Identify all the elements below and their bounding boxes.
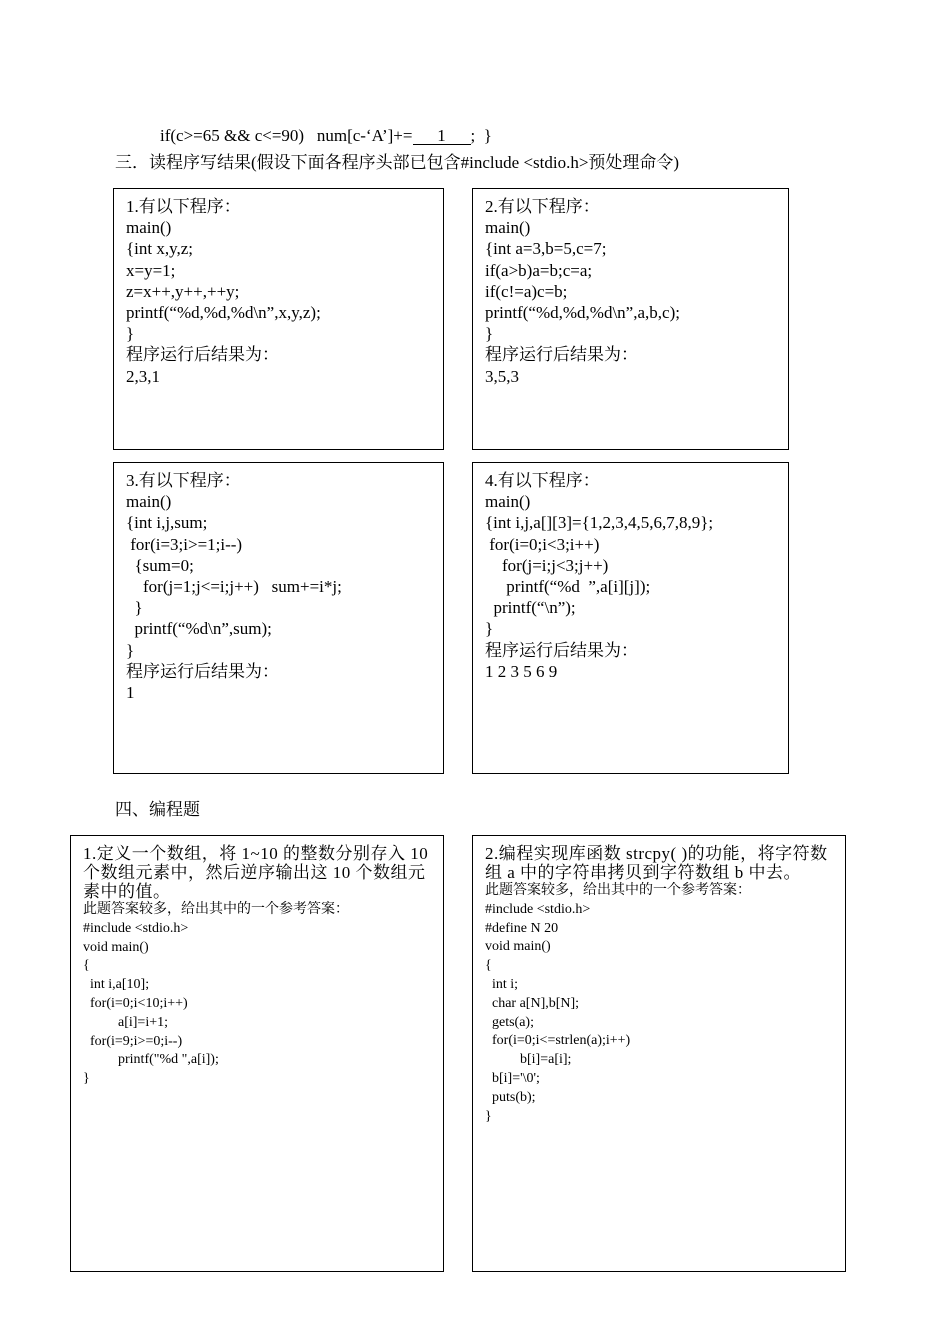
program-box-1: [113, 188, 444, 450]
program-line: printf(“%d ”,a[i][j]);: [485, 577, 651, 597]
code-fragment-before: if(c>=65 && c<=90) num[c-‘A’]+=: [160, 126, 413, 145]
program-line: }: [126, 640, 135, 660]
program-line: 3.有以下程序：: [126, 471, 241, 490]
program-line: main(): [126, 218, 172, 238]
coding-question: 2.编程实现库函数 strcpy( )的功能，将字符数组 a 中的字符串拷贝到字符数组 b 中去。: [485, 844, 828, 882]
result-label: 程序运行后结果为：: [485, 640, 638, 660]
program-line: {int i,j,sum;: [126, 513, 208, 533]
code-fragment-line: [160, 125, 492, 147]
result-label: 程序运行后结果为：: [126, 661, 279, 681]
code-line: }: [83, 1071, 90, 1087]
program-line: for(j=i;j<3;j++): [485, 555, 609, 575]
result-value: 3,5,3: [485, 366, 519, 386]
program-4-content: [485, 470, 780, 682]
program-line: 4.有以下程序：: [485, 471, 600, 490]
code-line: for(i=0;i<10;i++): [83, 995, 188, 1011]
program-line: printf(“%d\n”,sum);: [126, 619, 272, 639]
result-value: 1: [126, 683, 135, 703]
code-line: puts(b);: [485, 1089, 536, 1105]
program-line: for(j=1;j<=i;j++) sum+=i*j;: [126, 577, 342, 597]
program-3-content: [126, 470, 435, 703]
program-line: for(i=0;i<3;i++): [485, 534, 600, 554]
code-line: #include <stdio.h>: [83, 920, 189, 936]
code-line: a[i]=i+1;: [83, 1014, 168, 1030]
result-label: 程序运行后结果为：: [126, 345, 279, 365]
program-line: printf(“%d,%d,%d\n”,x,y,z);: [126, 303, 321, 323]
program-line: main(): [126, 492, 172, 512]
code-line: void main(): [83, 939, 149, 955]
code-line: int i,a[10];: [83, 977, 150, 993]
answer-note: 此题答案较多，给出其中的一个参考答案：: [485, 883, 751, 898]
program-line: {int i,j,a[][3]={1,2,3,4,5,6,7,8,9};: [485, 513, 714, 533]
section-4-title: 四、编程题: [115, 800, 200, 819]
result-value: 2,3,1: [126, 366, 160, 386]
program-line: }: [485, 324, 494, 344]
code-line: void main(): [485, 939, 551, 955]
coding-question: 1.定义一个数组，将 1~10 的整数分别存入 10 个数组元素中，然后逆序输出这 10 个数组元素中的值。: [83, 844, 429, 901]
answer-note: 此题答案较多，给出其中的一个参考答案：: [83, 902, 349, 917]
program-line: {int x,y,z;: [126, 239, 194, 259]
program-box-4: [472, 462, 789, 774]
result-label: 程序运行后结果为：: [485, 345, 638, 365]
code-line: #include <stdio.h>: [485, 901, 591, 917]
program-line: main(): [485, 492, 531, 512]
program-line: {sum=0;: [126, 555, 194, 575]
program-line: {int a=3,b=5,c=7;: [485, 239, 607, 259]
program-line: for(i=3;i>=1;i--): [126, 534, 243, 554]
program-line: }: [126, 598, 143, 618]
program-box-2: [472, 188, 789, 450]
result-value: 1 2 3 5 6 9: [485, 661, 558, 681]
code-line: int i;: [485, 976, 519, 992]
program-2-content: [485, 196, 780, 387]
program-line: z=x++,y++,++y;: [126, 281, 240, 301]
code-line: b[i]='\0';: [485, 1070, 540, 1086]
program-1-content: [126, 196, 435, 387]
code-line: b[i]=a[i];: [485, 1052, 572, 1068]
code-line: }: [485, 1108, 492, 1124]
program-line: }: [126, 324, 135, 344]
program-line: 2.有以下程序：: [485, 197, 600, 216]
code-line: printf("%d ",a[i]);: [83, 1052, 219, 1068]
coding-1-content: [83, 844, 435, 1089]
program-line: 1.有以下程序：: [126, 197, 241, 216]
code-line: for(i=0;i<=strlen(a);i++): [485, 1033, 631, 1049]
coding-2-content: [485, 844, 837, 1126]
code-line: {: [83, 958, 90, 974]
coding-box-1: [70, 835, 444, 1272]
code-line: gets(a);: [485, 1014, 534, 1030]
code-line: {: [485, 958, 492, 974]
program-line: main(): [485, 218, 531, 238]
program-line: if(c!=a)c=b;: [485, 281, 568, 301]
program-line: printf(“%d,%d,%d\n”,a,b,c);: [485, 303, 680, 323]
program-line: printf(“\n”);: [485, 598, 576, 618]
section-3-title: 三．读程序写结果(假设下面各程序头部已包含#include <stdio.h>预处理命令): [115, 153, 680, 172]
coding-box-2: [472, 835, 846, 1272]
code-fragment-after: ; }: [470, 126, 492, 145]
program-line: }: [485, 619, 494, 639]
program-box-3: [113, 462, 444, 774]
program-line: x=y=1;: [126, 260, 176, 280]
code-line: #define N 20: [485, 920, 559, 936]
code-line: for(i=9;i>=0;i--): [83, 1033, 183, 1049]
code-line: char a[N],b[N];: [485, 995, 580, 1011]
program-line: if(a>b)a=b;c=a;: [485, 260, 593, 280]
answer-blank: 1: [413, 127, 471, 145]
